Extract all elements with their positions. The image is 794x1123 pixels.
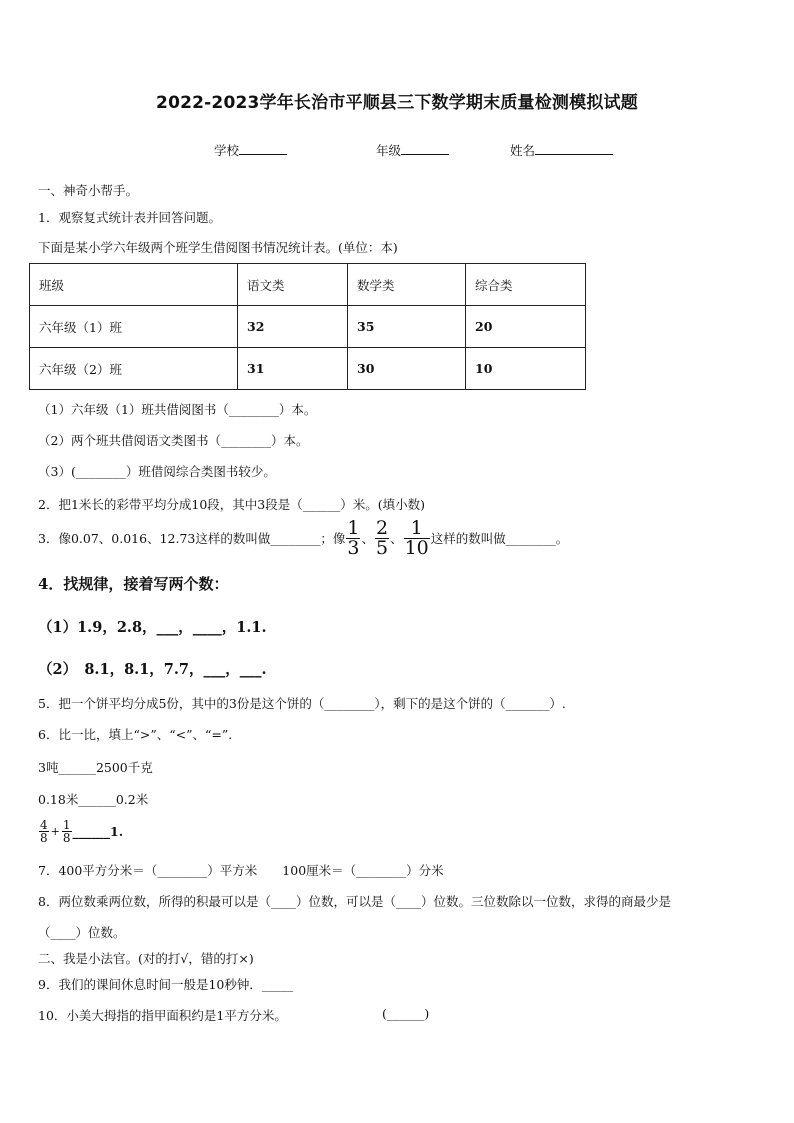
grade-field — [376, 141, 449, 159]
name-label: 姓名 — [510, 143, 536, 158]
grade-label: 年级 — [376, 143, 402, 158]
question-8-line-2: （____）位数。 — [38, 925, 126, 940]
question-1: 1．观察复式统计表并回答问题。 — [38, 210, 221, 225]
table-cell: 六年级（1）班 — [30, 306, 238, 348]
question-2: 2．把1米长的彩带平均分成10段，其中3段是（______）米。(填小数) — [38, 497, 426, 512]
section-2-heading: 二、我是小法官。(对的打√，错的打×) — [38, 951, 254, 966]
fraction-four-eighths: $\frac{4}{8}$ — [40, 817, 48, 845]
name-field — [510, 141, 613, 159]
question-6: 6．比一比，填上“>”、“<”、“=”. — [38, 727, 233, 742]
question-4: 4．找规律，接着写两个数： — [38, 575, 229, 593]
fraction-one-third: $\frac{1}{3}$ — [347, 516, 360, 559]
question-6-b: 0.18米______0.2米 — [38, 792, 149, 807]
question-10-blank: (______) — [382, 1006, 430, 1021]
question-6-a: 3吨______2500千克 — [38, 760, 153, 775]
question-1-sub-2: （2）两个班共借阅语文类图书（________）本。 — [38, 433, 309, 448]
table-cell: 35 — [348, 306, 466, 348]
question-10: 10．小美大拇指的指甲面积约是1平方分米。 — [38, 1008, 287, 1023]
name-blank — [535, 142, 613, 155]
table-cell: 20 — [466, 306, 586, 348]
question-7: 7．400平方分米＝（________）平方米 100厘米＝（________）分米 — [38, 863, 444, 878]
school-label: 学校 — [214, 143, 240, 158]
fraction-two-fifths: $\frac{2}{5}$ — [375, 516, 389, 559]
question-1-sub-1: （1）六年级（1）班共借阅图书（________）本。 — [38, 402, 317, 417]
table-cell: 32 — [238, 306, 348, 348]
question-9: 9．我们的课间休息时间一般是10秒钟．_____ — [38, 977, 294, 992]
question-5: 5．把一个饼平均分成5份，其中的3份是这个饼的（________），剩下的是这个饼的（_______）. — [38, 696, 566, 711]
question-3 — [38, 518, 568, 558]
table-header-cell: 语文类 — [238, 264, 348, 306]
table-row — [30, 348, 586, 390]
question-1-sub-3: （3）(________）班借阅综合类图书较少。 — [38, 464, 276, 479]
question-3-part-2: 这样的数叫做________。 — [430, 531, 569, 546]
question-6-c — [38, 812, 123, 850]
grade-blank — [401, 142, 449, 155]
table-cell: 31 — [238, 348, 348, 390]
separator: 、 — [390, 531, 403, 546]
fraction-one-eighth: $\frac{1}{8}$ — [62, 817, 71, 845]
page-title: 2022-2023学年长治市平顺县三下数学期末质量检测模拟试题 — [156, 93, 638, 113]
table-header-cell: 班级 — [30, 264, 238, 306]
table-cell: 10 — [466, 348, 586, 390]
question-1-description: 下面是某小学六年级两个班学生借阅图书情况统计表。(单位：本) — [38, 240, 398, 255]
table-cell: 六年级（2）班 — [30, 348, 238, 390]
question-6-c-rest: ______1. — [72, 823, 124, 839]
table-header-cell: 综合类 — [466, 264, 586, 306]
school-field — [214, 141, 287, 159]
plus-sign: + — [50, 824, 60, 838]
separator: 、 — [361, 531, 374, 546]
question-8-line-1: 8．两位数乘两位数，所得的积最可以是（____）位数，可以是（____）位数。三位数除以一位数，求得的商最少是 — [38, 894, 671, 909]
borrowing-stats-table — [29, 263, 586, 390]
table-header-row — [30, 264, 586, 306]
question-4-sub-2: （2） 8.1，8.1，7.7，___，___. — [38, 661, 267, 678]
section-1-heading: 一、神奇小帮手。 — [38, 183, 139, 198]
table-row — [30, 306, 586, 348]
table-cell: 30 — [348, 348, 466, 390]
table-header-cell: 数学类 — [348, 264, 466, 306]
school-blank — [239, 142, 287, 155]
question-3-part-1: 3．像0.07、0.016、12.73这样的数叫做________；像 — [38, 531, 346, 546]
question-4-sub-1: （1）1.9，2.8，___，____，1.1. — [38, 619, 267, 636]
fraction-one-tenth: $\frac{1}{10}$ — [404, 516, 429, 559]
